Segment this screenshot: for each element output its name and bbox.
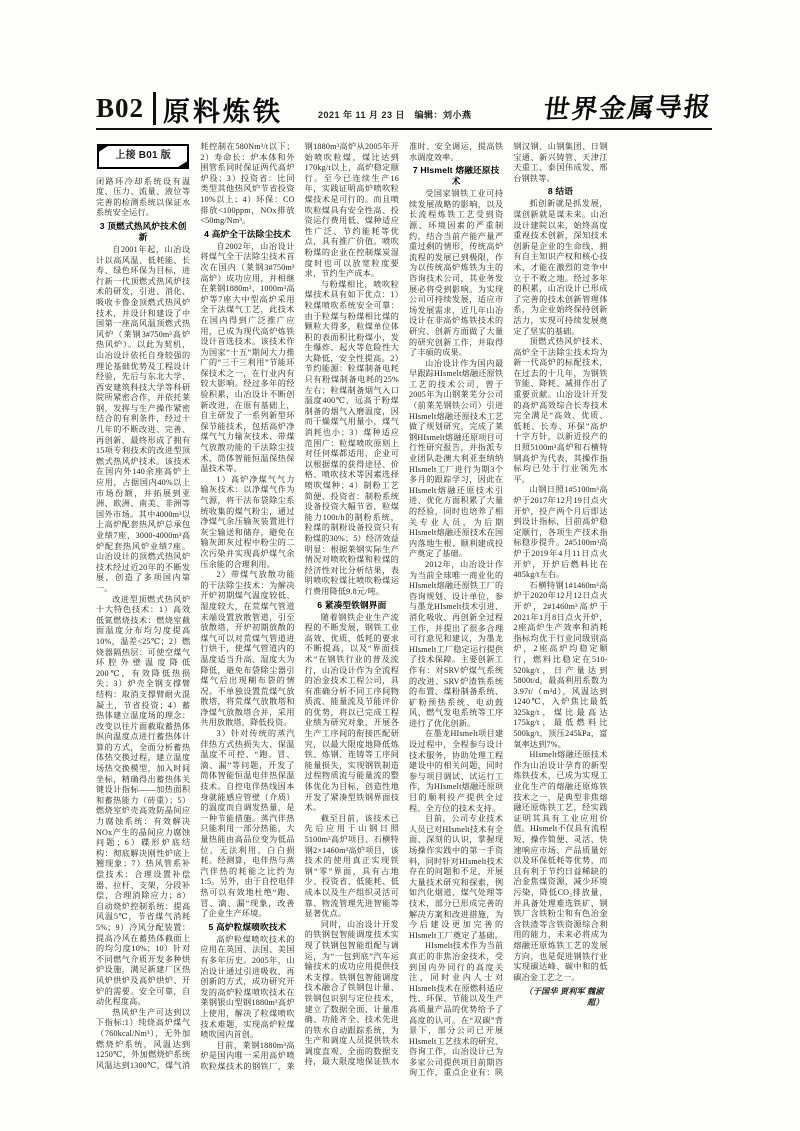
article-paragraph: 在墨龙HIsmelt项目建设过程中，全程参与设计技术服务，协助处理工程建设中的相关问题，同时参与项目调试、试运行工作，为HIsmelt熔融还原项目的顺利投产提供全过程、全方位的技术支持。 (408, 729, 504, 813)
section-heading: 5 高炉粒煤喷吹技术 (208, 921, 287, 932)
article-paragraph: 1）高炉净煤气气力输灰技术：以净煤气作为气源，将干法布袋除尘系统收集的煤气粉尘，通过净煤气余压输灰装置进行灰尘输送和储存，避免在输灰卸灰过程中粉尘的二次污染并实现高炉煤气余压余能的合理利用。 (200, 474, 295, 569)
page-header (96, 92, 712, 128)
dateline: 2021 年 11 月 23 日 编辑：刘小燕 (318, 110, 472, 120)
article-paragraph: 截至目前，该技术已先后应用于山钢日照5100m³高炉项目、石横特钢2×1460m³高炉项目，该技术的使用真正实现铁钢“零”界面，具有占地少、投资省、低能耗、低成本以及生产组织灵活可靠、物流管理先进智能等显著优点。 (304, 813, 399, 919)
section-heading: 8 结语 (547, 186, 574, 197)
continuation-badge-label: 上接 B01 版 (115, 150, 171, 161)
article-paragraph: 2）带煤气放散功能的干法除尘技术：为解决开炉初期煤气温度较低、湿度较大，在荒煤气管道末端设置放散管道，引至放散塔，开炉初期放散的煤气可以对荒煤气管道进行烘干，使煤气管道内的温度适当升高、湿度大为降低，避免布袋除尘器引煤气后出现糊布袋的情况。不单独设置荒煤气放散塔，将荒煤气放散塔和净煤气放散塔合并，采用共用放散塔，降低投资。 (200, 570, 295, 728)
article-paragraph: 同时，山冶设计开发的铁钢包智能调度技术实现了铁钢包智能组配与调运，为“一包到底”汽车运输技术的成功应用提供技术支撑。铁钢包智能调度技术融合了铁钢包计量、铁钢包识别与定位技术，建立了数据全面、计量准确、功能齐全、技术先进的铁水自动跟踪系统，为生产和调度人员提供铁水调度直观、全面的数据支持，最大限度地保证铁水准时、安全调运，提高铁水调度效率。 (304, 142, 504, 1067)
header-divider-bar (153, 92, 156, 125)
article-flow (96, 142, 712, 1080)
article-paragraph: 2012年，山冶设计作为当前全球唯一商业化的HIsmelt熔融还原铁工厂的咨询规划、设计单位，参与墨龙HIsmelt技术引进、消化吸收、再创新全过程工作，并提出了很多合理可行意见和建议，为墨龙HIsmelt工厂稳定运行提供了技术保障。主要创新工作有：对SRV炉煤气系统的改进、SRV炉渣铁系统的布置、煤粉制备系统、矿粉预热系统、电动鼓风、燃气发电系统等工序进行了优化创新。 (408, 559, 504, 728)
section-heading: 4 高炉全干法除尘技术 (204, 228, 291, 239)
article-paragraph: 3）针对传统的蒸汽伴热方式热损失大、保温温度不可控、“跑、冒、滴、漏”等问题，开发了筒体智能恒温电伴热保温技术。自控电伴热线因本身就能感应管壁（介质）的温度而自调发热量，是一种节能措施。蒸汽伴热只能利用一部分热能，大量热能由高品位变为低品位，无法利用，白白损耗。经测算，电伴热与蒸汽伴热的耗能之比约为1:5。另外，由于自控电伴热可以有效地杜绝“跑、冒、滴、漏”现象，改善了企业生产环境。 (200, 729, 295, 919)
masthead-logo: 世界金属导报 (541, 92, 714, 126)
page-number: B02 (96, 93, 145, 123)
article-paragraph: 目前，公司专业技术人员已对HIsmelt技术有全面、深刻的认识，掌握现场操作实践中的第一手资料，同时针对HIsmelt技术存在的问题和不足，开展大量技术研究和探索，例如汽化烟道、煤气处理等技术，部分已形成完善的解决方案和改进措施，为今后建设更加完善的HIsmelt工厂奠定了基础。 (408, 814, 504, 940)
article-paragraph: 顶燃式热风炉技术、高炉全干法除尘技术均为新一代高炉的标配技术，在过去的十几年，为钢铁节能、降耗、减排作出了重要贡献。山冶设计开发的高炉高效综合长寿技术完全满足“高效、优质、低耗、长寿、环保”高炉十字方针，以新近投产的日照5100m³高炉和石横特钢高炉为代表，其操作指标均已处于行业领先水平。 (513, 337, 608, 484)
article-paragraph: HIsmelt技术作为当前真正的非焦冶金技术，受到国内外同行的高度关注，同时业内人士对HIsmelt技术在原燃料适应性、环保、节能以及生产高质量产品的优势给予了高度的认可。在“双碳”背景下，部分公司已开展HIsmelt工艺技术的研究、咨询工作，山冶设计已为多家公司提供项目前期咨询工作，重点企业有：陕钢汉钢、山钢集团、日钢宝通、新兴铸管、天津江天重工、泰国伟成发、邢台钢铁等。 (408, 142, 608, 1078)
article-paragraph: 自2002年，山冶设计将煤气全干法除尘技术首次在国内（莱钢3#750m³高炉）成功应用，并相继在莱钢1880m³、1000m³高炉等7座大中型高炉采用全干法煤气工艺，此技术在国内得到广泛推广应用，已成为现代高炉炼铁设计首选技术。该技术作为国家“十五”期间大力推广的“三干三利用”节能环保技术之一，在行业内有较大影响。经过多年的经验积累，山冶设计不断创新改进，在原有基础上，自主研发了一系列新型环保节能技术，包括高炉净煤气气力输灰技术、带煤气放散功能的干法除尘技术、筒体智能恒温保热保温技术等。 (200, 241, 295, 474)
section-title: 原料炼铁 (163, 97, 283, 127)
article-paragraph: HIsmelt熔融还原技术作为山冶设计孕育的新型炼铁技术，已成为实现工业化生产的熔融还原炼铁技术之一，是典型非焦熔融还原炼铁工艺，经实践证明其具有工业应用价值。HIsmelt不仅具有流程短、操作简便、灵活、快速响应市场、产品质量好以及环保低耗等优势，而且有利于节约日益稀缺的冶金焦煤资源，减少环境污染，降低CO₂排放量，并具备处理难选铁矿、钢铁厂含铁粉尘和有色冶金含铁渣等含铁资源综合利用的能力，未来必将成为熔融还原炼铁工艺的发展方向，也是促进钢铁行业实现碳达峰、碳中和的低碳冶金工艺之一。 (513, 750, 608, 982)
continuation-badge (97, 144, 189, 169)
article-paragraph: 改进型顶燃式热风炉十大特色技术：1）高效低氮燃烧技术：燃烧室截面温度分布均匀度提高10%，温差<25℃；2）燃烧器隔热层：可使空煤气环腔外壁温度降低200℃，有效降低热损失；3）炉壳全钢支撑臂结构：取消支撑臂耐火混凝土，节省投资；4）蓄热体建立温度场的理念：改变以往片面截取蓄热体纵向温度点进行蓄热体计算的方式，全面分析蓄热体热交换过程，建立温度场热交换模型，加入时间坐标，精确得出蓄热体关键设计指标——加热面积和蓄热能力（砖重）；5）燃烧室炉壳高效防晶间应力腐蚀系统：有效解决NOx产生的晶间应力腐蚀问题；6）碟形炉底结构：彻底解决刚性炉底上翘现象；7）热风管系补偿技术：合理设置补偿器、拉杆、支架，分段补偿，合理消除应力；8）自动烧炉控制系统：提高风温5℃，节省煤气消耗5%；9）冷风分配装置：提高冷风在蓄热体截面上的均匀度10%；10）针对不同燃气介质开发多种烘炉设施，满足新建厂区热风炉烘炉及高炉烘炉、开炉的需要。安全可靠，自动化程度高。 (96, 594, 191, 1007)
article-paragraph: 与粉煤相比，喷吹粒煤技术具有如下优点：1）粒煤喷吹系统安全可靠：由于粒煤与粉煤相比煤的颗粒大得多，粒煤单位体积的表面积比粉煤小，发生爆炸、起火等危险性大大降低，安全性提高。2）节约能源：粒煤制备电耗只有粉煤制备电耗的25%左右；粒煤制备烟气入口温度400℃，远高于粉煤制备的烟气入磨温度，因而干燥煤气用量小，煤气消耗也小；3）煤种适应范围广：粒煤喷吹原则上对任何煤都适用，企业可以根据煤的获得途径、价格、喷吹技术等因素选择喷吹煤种；4）制粉工艺简便、投资省：制粉系统设备投资大幅节省，粒煤能力100t/h的制粉系统，粒煤的制粉设备投资只有粉煤的30%；5）经济效益明显：根据莱钢实际生产情况对喷吹粉煤和粒煤的经济性对比分析结果，表明喷吹粒煤比喷吹粉煤运行费用降低9.8元/吨。 (304, 279, 399, 596)
article-paragraph: 抓创新就是抓发展，谋创新就是谋未来。山冶设计建院以来，始终高度重视技术创新，深知技术创新是企业的生命线，拥有自主知识产权和核心技术，才能在激烈的竞争中立于不败之地。经过多年的积累，山冶设计已形成了完善的技术创新管理体系，为企业始终保持创新活力，实现可持续发展奠定了坚实的基础。 (513, 199, 608, 336)
article-paragraph: 高炉粒煤喷吹技术的应用在英国、法国、美国有多年历史。2005年，山冶设计通过引进吸收、再创新的方式，成功研究开发的高炉粒煤喷吹技术在莱钢银山型钢1880m³高炉上使用，解决了粒煤喷吹技术难题，实现高炉粒煤喷吹国内首创。 (200, 934, 295, 1040)
article-paragraph: 随着钢铁企业生产流程的不断发展，钢铁工业高效、优质、低耗的要求不断提高，以及“界面技术”在钢铁行业的普及流行，山冶设计作为全流程的冶金技术工程公司，具有准确分析不同工序间物质流、能量流及节能评价的优势，将以已完成工程业绩为研究对象，开展各生产工序间的衔接匹配研究，以最大限度地降低炼铁、炼钢、连铸等工序间能量损失，实现钢铁制造过程物质流与能量流的整体优化为目标，创造性地开发了紧凑型铁钢界面技术。 (304, 612, 399, 813)
header-rule (96, 128, 712, 130)
section-heading: 7 HIsmelt 熔融还原技术 (412, 165, 500, 187)
article-paragraph: 闭路环冷却系统设有温度、压力、流量、液位等完善的检测系统以保证水系统安全运行。 (96, 176, 191, 218)
article-paragraph: 山钢日照1#5100m³高炉于2017年12月19日点火开炉，投产两个月后即达到设计指标，目前高炉稳定顺行，各项生产技术指标稳步提升。2#5100m³高炉于2019年4月11日点火开炉，开炉后燃料比在485kg/t左右。 (513, 485, 608, 580)
section-heading: 6 紧凑型铁钢界面 (317, 599, 387, 610)
article-paragraph: 目前，莱钢1880m³高炉是国内唯一采用高炉喷吹粒煤技术的钢铁厂，莱钢1880m³高炉从2005年开始喷吹粒煤，煤比达到170kg/t以上，高炉稳定顺行。至今已连续生产16年，实践证明高炉喷吹粒煤技术是可行的。而且喷吹粒煤具有安全性高、投资运行费用低、煤种适应性广泛、节约能耗等优点，具有推广价值。喷吹粉煤的企业在控制煤炭湿度时也可以放宽粒度要求，节约生产成本。 (200, 142, 399, 1071)
article-paragraph: 热风炉生产可达到以下指标:1）纯烧高炉煤气（760kcal/Nm³），无外加燃烧炉系统，风温达到1250℃，外加燃烧炉系统风温达到1300℃，煤气消耗控制在580Nm³/t以下；2）寿命长：炉本体和外围管系同时保证两代高炉炉役；3）投资省：比同类型其他热风炉节省投资10%以上；4）环保：CO排放<100ppm，NOx排放<50mg/Nm³。 (96, 142, 295, 1070)
article-paragraph: 自2001年起，山冶设计以高风温、低耗能、长寿、绿色环保为目标，进行新一代顶燃式热风炉技术的研发，引进、消化、吸收卡鲁金顶燃式热风炉技术，并设计和建设了中国第一座高风温顶燃式热风炉（莱钢3#750m³高炉热风炉）。以此为契机，山冶设计依托自身较强的理论基础优势及工程设计经验，先后与东北大学、西安建筑科技大学等科研院所紧密合作，并依托莱钢，发挥与生产操作紧密结合的有利条件，经过十几年的不断改进、完善、再创新，最终形成了拥有15项专利技术的改进型顶燃式热风炉技术。该技术在国内外140余座高炉上应用，占据国内40%以上市场份额，并拓展到亚洲、欧洲、南美、非洲等国外市场。其中4000m³以上高炉配套热风炉总承包业绩7座，3000-4000m³高炉配套热风炉业绩7座。山冶设计的顶燃式热风炉技术经过近20年的不断发展，创造了多项国内第一。 (96, 244, 191, 593)
article-paragraph: 山冶设计作为国内最早跟踪HIsmelt熔融还原铁工艺的技术公司，曾于2005年为山钢莱芜分公司（前莱芜钢铁公司）引进HIsmelt熔融还原技术工艺做了规划研究，完成了莱钢HIsmelt熔融还原项目可行性研究报告，并指派专业团队赴澳大利亚奎纳纳HIsmelt工厂进行为期3个多月的跟踪学习，因此在HIsmelt熔融还原技术引进、优化方面积累了大量的经验，同时也培养了相关专业人员，为后期HIsmelt熔融还原技术在国内落地生根、顺利建成投产奠定了基础。 (408, 358, 504, 559)
author-signature: （于国华 贾利军 魏淑超） (524, 987, 604, 1007)
article-paragraph: 受国家钢铁工业可持续发展战略的影响，以及长流程炼铁工艺受到资源、环境因素的严重制约，结合当前产能产量严重过剩的情形，传统高炉流程的发展已到极限，作为以传统高炉炼铁为主的咨询技术公司，其业务发展必将受到影响。为实现公司可持续发展，适应市场发展需求，近几年山冶设计在非高炉炼铁技术的研究、创新方面做了大量的研究创新工作，并取得了丰硕的成果。 (408, 189, 504, 358)
article-paragraph: 石横特钢1#1460m³高炉于2020年12月12日点火开炉，2#1460m³高炉于2021年1月8日点火开炉，2座高炉生产效率和消耗指标均优于行业同级别高炉，2座高炉均稳定顺行，燃料比稳定在510-520kg/t，日产量达到5800t/d，最高利用系数为3.97t/（m³d），风温达到1240℃，入炉焦比最低325kg/t，煤比最高达175kg/t，最低燃料比500kg/t，顶压245kPa，富氧率达到7%。 (513, 580, 608, 749)
section-heading: 3 顶燃式热风炉技术创新 (99, 220, 187, 242)
